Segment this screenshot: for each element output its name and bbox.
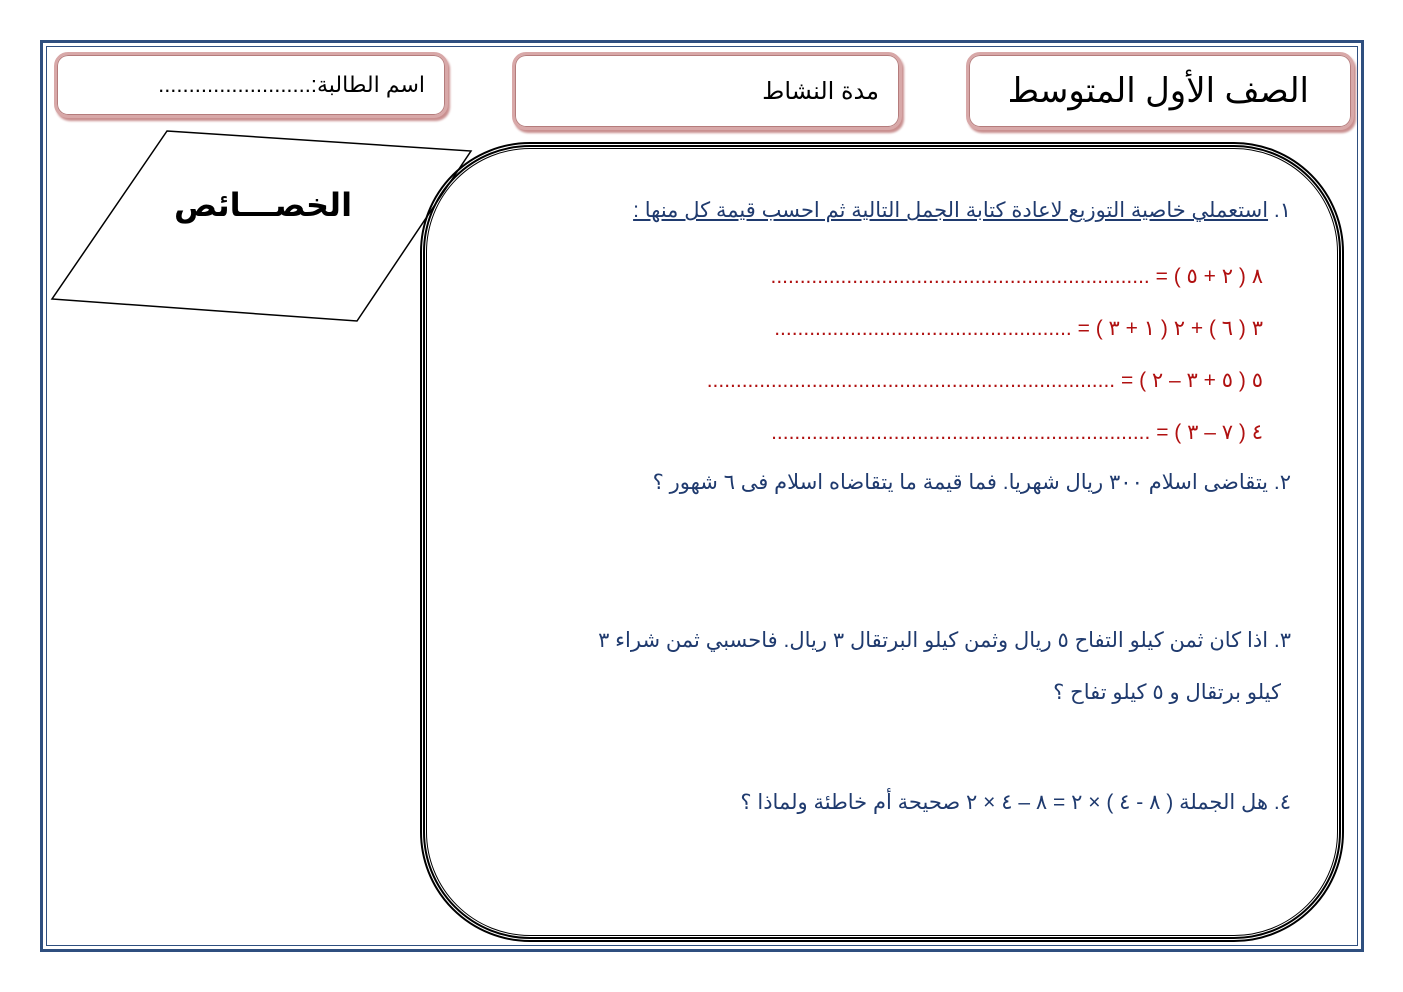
question-4 xyxy=(740,790,1291,815)
equation-4-expression: ٤ ( ٧ – ٣ ) = xyxy=(1156,421,1263,444)
equation-2 xyxy=(774,316,1263,341)
question-4-text: هل الجملة ( ٨ - ٤ ) × ٢ = ٨ – ٤ × ٢ صحيحة أم خاطئة ولماذا ؟ xyxy=(740,791,1269,814)
question-3-continued xyxy=(1053,680,1281,705)
equation-2-answer-dots: ................................................... xyxy=(774,317,1072,340)
question-4-number: ٤. xyxy=(1273,791,1291,814)
question-3-text-line2: كيلو برتقال و ٥ كيلو تفاح ؟ xyxy=(1053,681,1281,704)
equation-1-expression: ٨ ( ٢ + ٥ ) = xyxy=(1155,265,1263,288)
question-2-text: يتقاضى اسلام ٣٠٠ ريال شهريا. فما قيمة ما يتقاضاه اسلام فى ٦ شهور ؟ xyxy=(652,471,1269,494)
question-1-text: استعملي خاصية التوزيع لاعادة كتابة الجمل التالية ثم احسب قيمة كل منها : xyxy=(633,199,1269,222)
equation-3 xyxy=(707,368,1263,393)
activity-duration-label: مدة النشاط xyxy=(762,77,879,105)
equation-2-expression: ٣ ( ٦ ) + ٢ ( ١ + ٣ ) = xyxy=(1077,317,1263,340)
equation-4 xyxy=(771,420,1263,445)
student-name-field: اسم الطالبة:......................... xyxy=(158,72,425,97)
equation-1 xyxy=(771,264,1263,289)
equation-4-answer-dots: ................................................................. xyxy=(771,421,1151,444)
equation-1-answer-dots: ................................................................. xyxy=(770,265,1150,288)
equation-3-expression: ٥ ( ٥ + ٣ – ٢ ) = xyxy=(1120,369,1263,392)
question-3-number: ٣. xyxy=(1273,629,1291,652)
grade-label: الصف الأول المتوسط xyxy=(1007,72,1309,110)
question-1-number: ١. xyxy=(1273,199,1291,222)
question-1 xyxy=(633,198,1291,223)
question-3-text: اذا كان ثمن كيلو التفاح ٥ ريال وثمن كيلو البرتقال ٣ ريال. فاحسبي ثمن شراء ٣ xyxy=(598,629,1269,652)
question-2 xyxy=(653,470,1291,495)
properties-title: الخصـــائص xyxy=(173,187,353,223)
question-2-number: ٢. xyxy=(1273,471,1291,494)
equation-3-answer-dots: ...................................................................... xyxy=(706,369,1116,392)
question-3 xyxy=(598,628,1291,653)
